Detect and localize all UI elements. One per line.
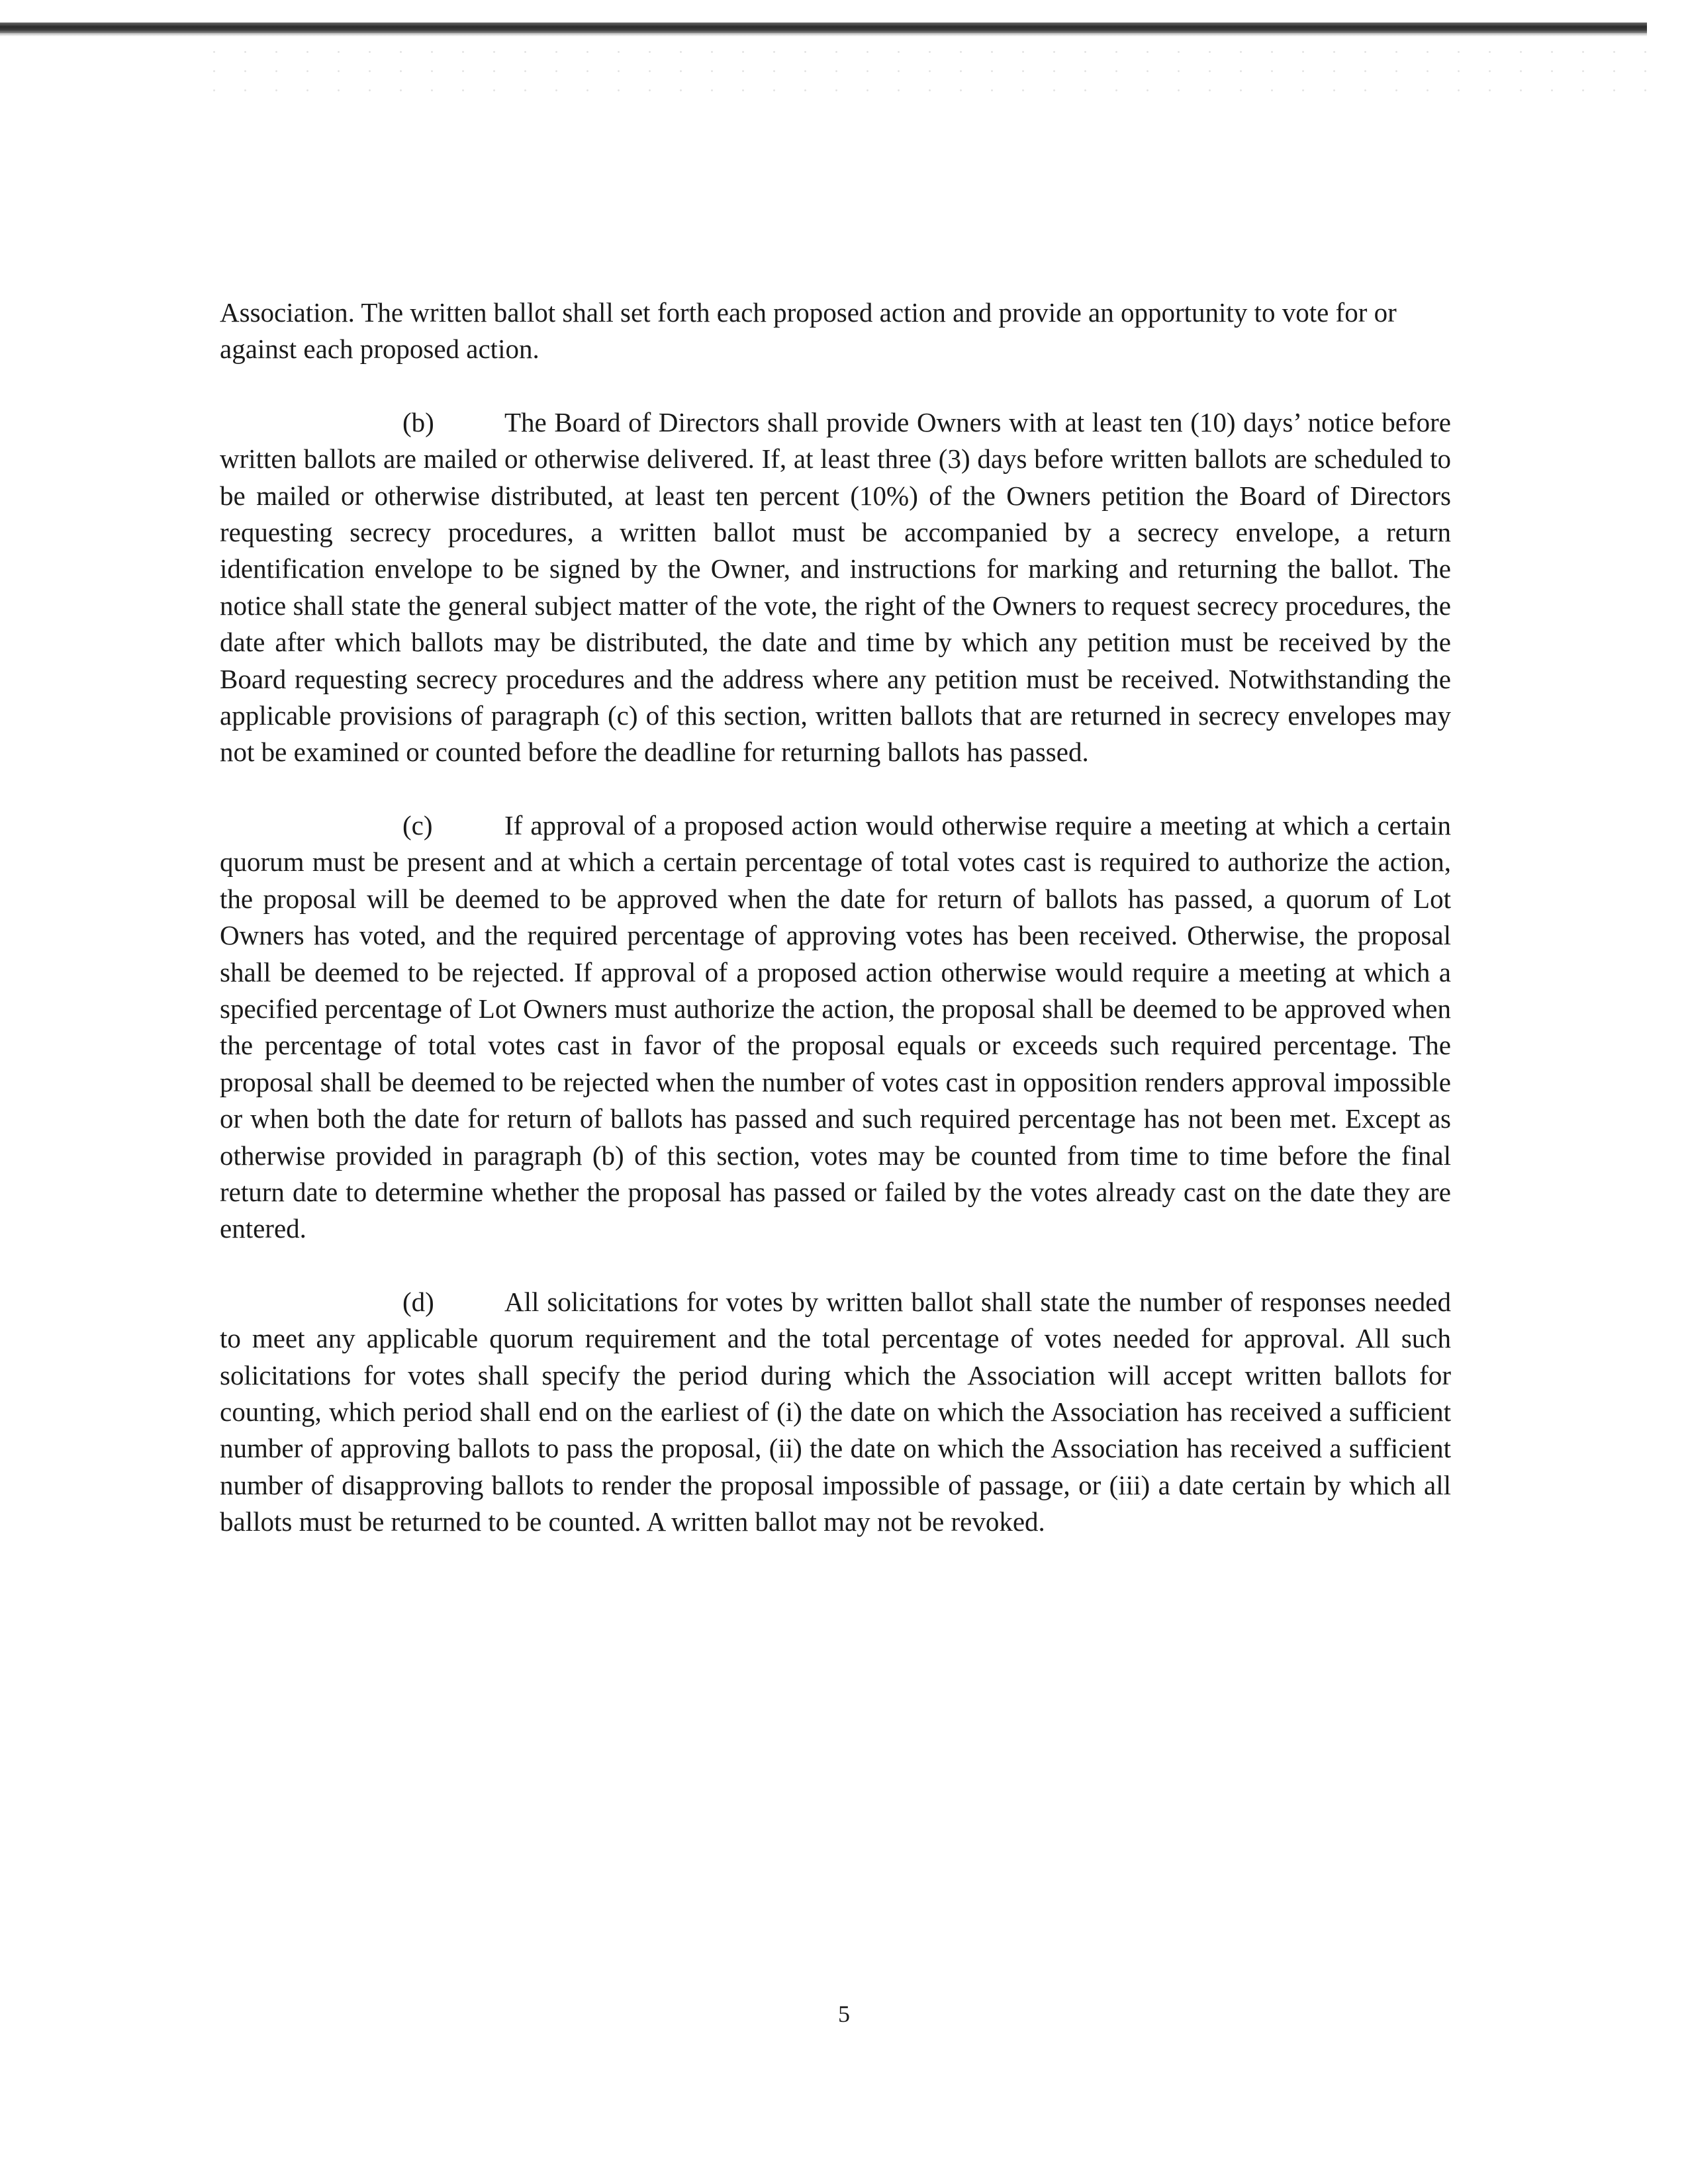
paragraph-text: All solicitations for votes by written ballot shall state the number of responses needed to meet any applicable quorum requirement and the total percentage of votes needed for approval. All such solicitations for votes shall specify the period during which the Association will accept written ballots for counting, which period shall end on the earliest of (i) the date on which the Association has received a sufficient number of approving ballots to pass the proposal, (ii) the date on which the Association has received a sufficient number of disapproving ballots to render the proposal impossible of passage, or (iii) a date certain by which all ballots must be returned to be counted. A written ballot may not be revoked. bbox=[220, 1286, 1451, 1537]
paragraph-marker: (c) bbox=[402, 809, 433, 841]
page-number: 5 bbox=[838, 2001, 850, 2027]
scan-edge-shadow bbox=[0, 33, 1647, 36]
paragraph-text: The Board of Directors shall provide Owners with at least ten (10) days’ notice before written ballots are mailed or otherwise delivered. If, at least three (3) days before written ballots are scheduled to be mailed or otherwise distributed, at least ten percent (10%) of the Owners petition the Board of Directors requesting secrecy procedures, a written ballot must be accompanied by a secrecy envelope, a return identification envelope to be signed by the Owner, and instructions for marking and returning the ballot. The notice shall state the general subject matter of the vote, the right of the Owners to request secrecy procedures, the date after which ballots may be distributed, the date and time by which any petition must be received by the Board requesting secrecy procedures and the address where any petition must be received. Notwithstanding the applicable provisions of paragraph (c) of this section, written ballots that are returned in secrecy envelopes may not be examined or counted before the deadline for returning ballots has passed. bbox=[220, 406, 1451, 768]
paragraph-b bbox=[220, 404, 1451, 771]
paragraph-marker: (d) bbox=[402, 1286, 434, 1317]
scan-noise bbox=[199, 42, 1655, 95]
paragraph-marker: (b) bbox=[402, 406, 434, 437]
paragraph-continuation bbox=[220, 295, 1451, 368]
paragraph-text: If approval of a proposed action would otherwise require a meeting at which a certain quorum must be present and at which a certain percentage of total votes cast is required to authorize the action, the proposal will be deemed to be approved when the date for return of ballots has passed, a quorum of Lot Owners has voted, and the required percentage of approving votes has been received. Otherwise, the proposal shall be deemed to be rejected. If approval of a proposed action otherwise would require a meeting at which a specified percentage of Lot Owners must authorize the action, the proposal shall be deemed to be approved when the percentage of total votes cast in favor of the proposal equals or exceeds such required percentage. The proposal shall be deemed to be rejected when the number of votes cast in opposition renders approval impossible or when both the date for return of ballots has passed and such required percentage has not been met. Except as otherwise provided in paragraph (b) of this section, votes may be counted from time to time before the final return date to determine whether the proposal has passed or failed by the votes already cast on the date they are entered. bbox=[220, 809, 1451, 1244]
scan-edge-bar bbox=[0, 23, 1647, 33]
page-body bbox=[220, 295, 1451, 1577]
paragraph-text: Association. The written ballot shall set forth each proposed action and provide an opportunity to vote for or against each proposed action. bbox=[220, 297, 1397, 365]
paragraph-d bbox=[220, 1284, 1451, 1541]
paragraph-c bbox=[220, 807, 1451, 1248]
